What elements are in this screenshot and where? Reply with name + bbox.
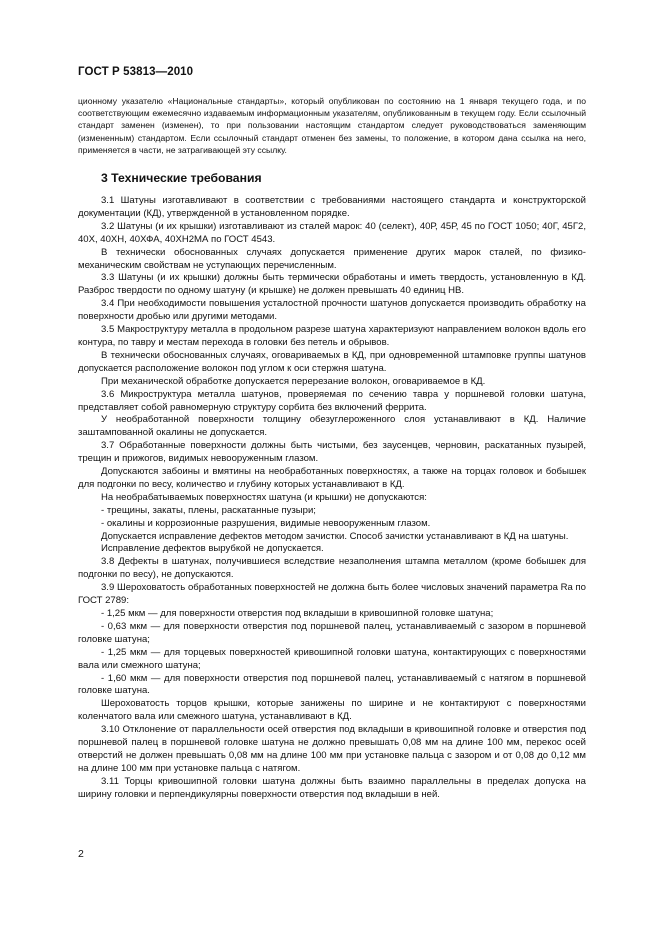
paragraph: В технически обоснованных случаях допускается применение других марок сталей, по физико-механическим свойствам не уступающих перечисленным. [78, 246, 586, 271]
paragraph: - 1,25 мкм — для поверхности отверстия под вкладыши в кривошипной головке шатуна; [101, 608, 494, 619]
paragraph: 3.3 Шатуны (и их крышки) должны быть термически обработаны и иметь твердость, установленную в КД. Разброс твердости по одному шатуну (и крышке) не должен превышать 40 единиц НВ. [78, 272, 586, 297]
body-text [78, 195, 586, 802]
paragraph: 3.5 Макроструктуру металла в продольном разрезе шатуна характеризуют направлением волокон вдоль его контура, по тавру и местам перехода в головки без петель и обрывов. [78, 324, 586, 348]
paragraph: - 0,63 мкм — для поверхности отверстия под поршневой палец, устанавливаемый с зазором в поршневой головке шатуна; [78, 620, 586, 645]
paragraph: 3.11 Торцы кривошипной головки шатуна должны быть взаимно параллельны в пределах допуска на ширину головки и перпендикулярны поверхности отверстия под вкладыши в ней. [78, 775, 586, 800]
page-number: 2 [78, 848, 84, 860]
paragraph: - трещины, закаты, плены, раскатанные пузыри; [101, 504, 316, 516]
paragraph: 3.8 Дефекты в шатунах, получившиеся вследствие незаполнения штампа металлом (кроме бобышек для подгонки по весу), не допускаются. [78, 556, 586, 581]
intro-paragraph: ционному указателю «Национальные стандарты», который опубликован по состоянию на 1 января текущего года, и по соответствующим ежемесячно издаваемым информационным указателям, опубликованным в текущем году. Если ссылочный стандарт заменен (изменен), то при пользовании настоящим стандартом следует руководствоваться заменяющим (измененным) стандартом. Если ссылочный стандарт отменен без замены, то положение, в котором дана ссылка на него, применяется в части, не затрагивающей эту ссылку. [78, 96, 586, 155]
paragraph: 3.9 Шероховатость обработанных поверхностей не должна быть более числовых значений параметра Ra по ГОСТ 2789: [78, 582, 586, 607]
document-header: ГОСТ Р 53813—2010 [78, 66, 194, 78]
paragraph: Шероховатость торцов крышки, которые занижены по ширине и не контактируют с поверхностями коленчатого вала или смежного шатуна, устанавливают в КД. [78, 698, 586, 723]
paragraph: - 1,60 мкм — для поверхности отверстия под поршневой палец, устанавливаемый с натягом в поршневой головке шатуна. [78, 672, 586, 697]
section-title: 3 Технические требования [101, 171, 262, 185]
paragraph: - 1,25 мкм — для торцевых поверхностей кривошипной головки шатуна, контактирующих с поверхностями вала или смежного шатуна; [78, 646, 586, 671]
paragraph: 3.2 Шатуны (и их крышки) изготавливают из сталей марок: 40 (селект), 40Р, 45Р, 45 по ГОСТ 1050; 40Г, 45Г2, 40Х, 40ХН, 40ХФА, 40ХН2МА по ГОСТ 4543. [78, 220, 586, 245]
paragraph: При механической обработке допускается перерезание волокон, оговариваемое в КД. [101, 375, 486, 387]
paragraph: На необрабатываемых поверхностях шатуна (и крышки) не допускаются: [101, 491, 427, 503]
paragraph: - окалины и коррозионные разрушения, видимые невооруженным глазом. [101, 517, 431, 529]
paragraph: Допускаются забоины и вмятины на необработанных поверхностях, а также на торцах головок и бобышек для подгонки по весу, количество и глубину которых устанавливают в КД. [78, 466, 586, 490]
paragraph: 3.4 При необходимости повышения усталостной прочности шатунов допускается производить обработку на поверхности дробью или другими методами. [78, 298, 586, 323]
paragraph: У необработанной поверхности толщину обезуглероженного слоя устанавливают в КД. Наличие заштампованной окалины не допускается. [78, 414, 586, 439]
paragraph: Допускается исправление дефектов методом зачистки. Способ зачистки устанавливают в КД на шатуны. [101, 530, 569, 542]
paragraph: 3.10 Отклонение от параллельности осей отверстия под вкладыши в кривошипной головке и отверстия под поршневой палец в поршневой головке шатуна не должно превышать 0,08 мм на длине 100 мм, перекос осей отверстий не должен превышать 0,08 мм на длине 100 мм при установке пальца с зазором и от 0,08 до 0,12 мм на длине 100 мм при установке пальца с натягом. [78, 724, 586, 774]
paragraph: 3.7 Обработанные поверхности должны быть чистыми, без заусенцев, черновин, раскатанных пузырей, трещин и прижогов, видимых невооруженным глазом. [78, 440, 586, 465]
paragraph: В технически обоснованных случаях, оговариваемых в КД, при одновременной штамповке группы шатунов допускается расположение волокон под углом к оси стержня шатуна. [78, 349, 586, 374]
paragraph: 3.1 Шатуны изготавливают в соответствии с требованиями настоящего стандарта и конструкторской документации (КД), утвержденной в установленном порядке. [78, 195, 586, 219]
paragraph: 3.6 Микроструктура металла шатунов, проверяемая по сечению тавра у поршневой головки шатуна, представляет собой равномерную структуру сорбита без включений феррита. [78, 388, 586, 413]
paragraph: Исправление дефектов вырубкой не допускается. [101, 543, 324, 555]
intro-text [78, 95, 586, 156]
